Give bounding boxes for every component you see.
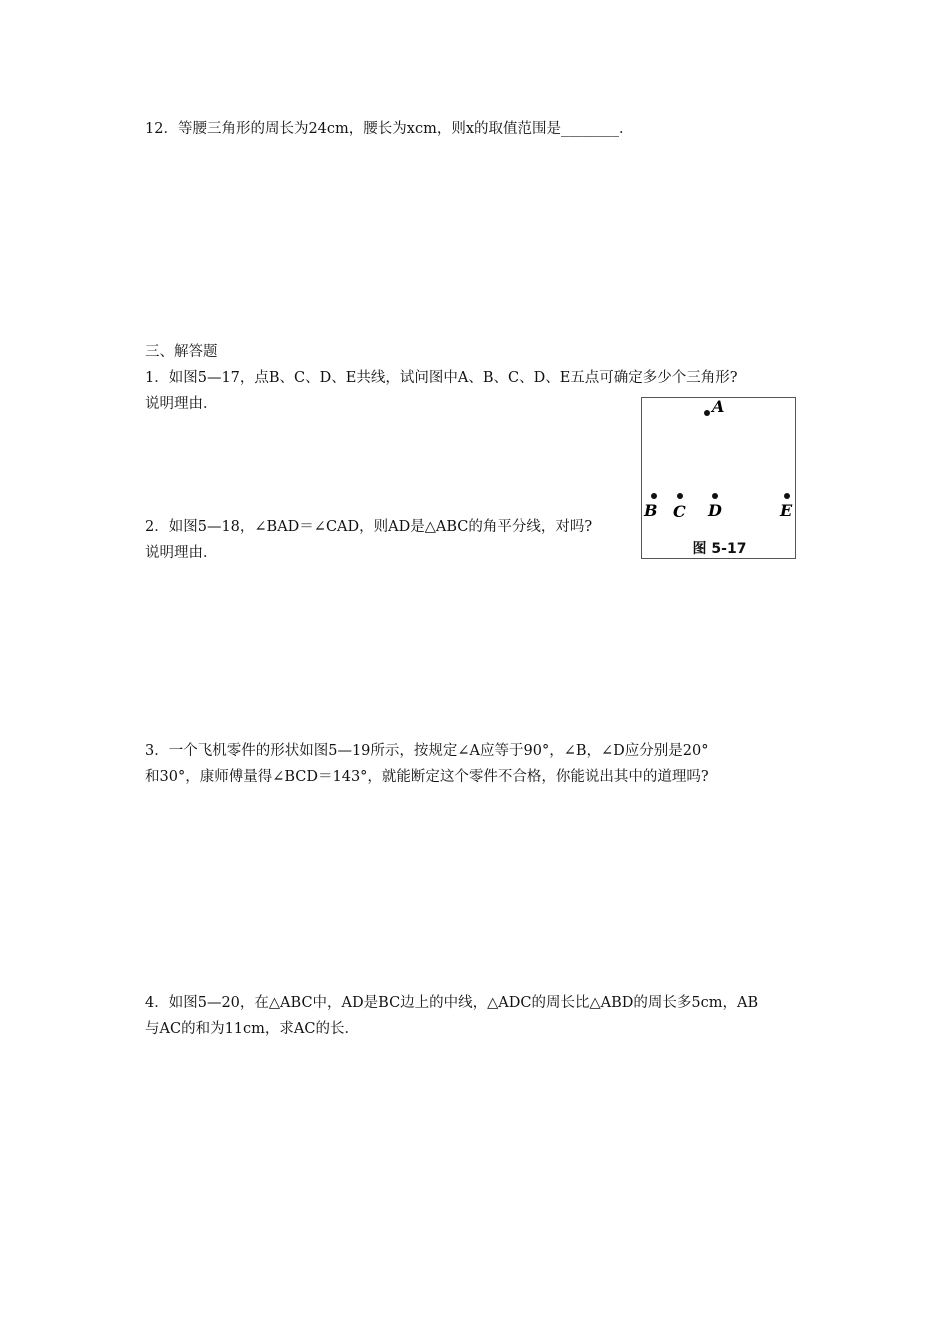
question-12: 12．等腰三角形的周长为24cm，腰长为xcm，则x的取值范围是________． <box>145 121 634 137</box>
point-d-dot <box>712 493 718 499</box>
point-a-label: A <box>712 398 725 416</box>
point-e-label: E <box>780 501 793 520</box>
point-e-dot <box>784 493 790 499</box>
figure-5-17 <box>641 397 796 559</box>
point-b-dot <box>651 493 657 499</box>
point-c-dot <box>677 493 683 499</box>
question-4-line-1: 4．如图5—20，在△ABC中，AD是BC边上的中线，△ADC的周长比△ABD的周长多5cm，AB <box>145 995 759 1011</box>
question-4-line-2: 与AC的和为11cm，求AC的长． <box>145 1021 359 1037</box>
question-3-line-1: 3．一个飞机零件的形状如图5—19所示，按规定∠A应等于90°，∠B，∠D应分别是20° <box>145 743 709 759</box>
section-title: 三、解答题 <box>145 344 218 360</box>
question-1-line-2: 说明理由． <box>145 396 218 412</box>
figure-caption: 图 5-17 <box>692 541 747 557</box>
point-d-label: D <box>708 501 722 520</box>
question-2-line-1: 2．如图5—18，∠BAD＝∠CAD，则AD是△ABC的角平分线，对吗? <box>145 519 593 535</box>
question-3-line-2: 和30°，康师傅量得∠BCD＝143°，就能断定这个零件不合格，你能说出其中的道理吗? <box>145 769 709 785</box>
question-1-line-1: 1．如图5—17，点B、C、D、E共线，试问图中A、B、C、D、E五点可确定多少个三角形? <box>145 370 738 386</box>
point-a-dot <box>704 410 710 416</box>
question-2-line-2: 说明理由． <box>145 545 218 561</box>
point-b-label: B <box>644 501 658 520</box>
figure-5-17-drawing <box>642 398 795 538</box>
point-c-label: C <box>673 502 686 521</box>
